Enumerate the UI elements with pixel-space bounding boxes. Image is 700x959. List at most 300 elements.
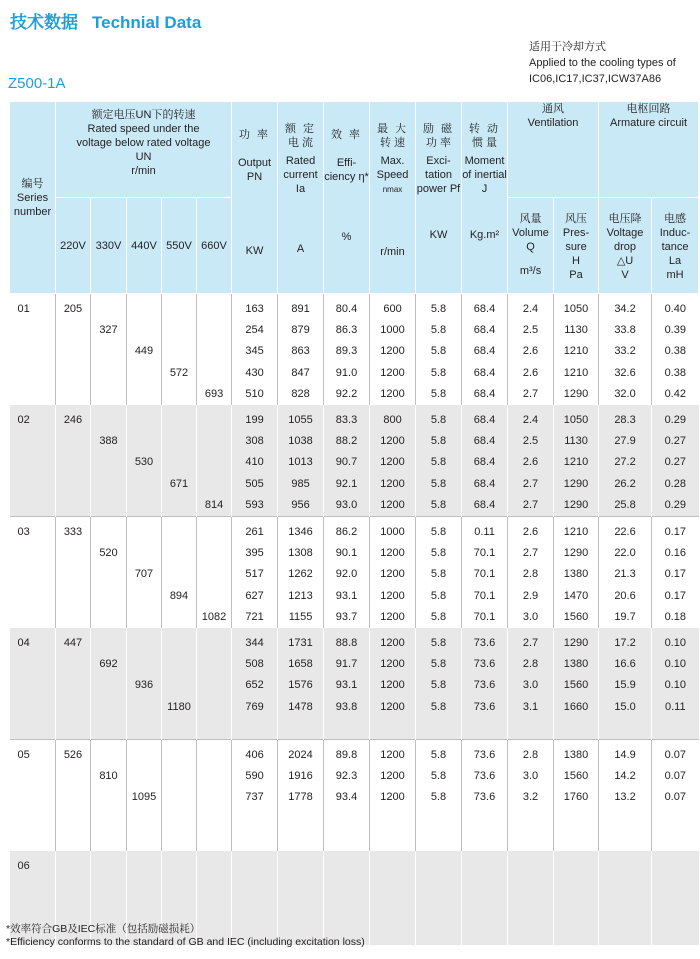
air-pressure-cell	[554, 405, 599, 517]
efficiency-value: 92.1	[335, 477, 358, 490]
air-volume-value: 2.6	[522, 366, 539, 379]
excitation-power-cell	[416, 628, 462, 740]
air-pressure-value: 1290	[563, 498, 589, 511]
max-speed-value: 1200	[380, 345, 405, 358]
rated-current-cell	[278, 740, 324, 852]
air-pressure-value: 1210	[563, 366, 589, 379]
inductance-value: 0.18	[664, 610, 686, 623]
moment-of-inertia-value: 70.1	[473, 589, 496, 602]
moment-of-inertia-cell	[462, 740, 508, 852]
air-volume-value: 3.0	[522, 679, 539, 692]
efficiency-cell	[324, 517, 370, 629]
inductance-value: 0.27	[664, 456, 686, 469]
max-speed-value: 1200	[380, 658, 405, 671]
air-volume-cell	[508, 740, 554, 852]
max-speed-value: 1200	[380, 679, 405, 692]
moment-of-inertia-value: 70.1	[473, 547, 496, 560]
voltage-drop-cell	[599, 740, 652, 852]
excitation-power-cell	[416, 740, 462, 852]
voltage-drop-value: 15.9	[614, 679, 636, 692]
moment-of-inertia-value: 68.4	[473, 366, 496, 379]
rated-speed-value: 333	[63, 526, 83, 538]
header-voltage-drop: 电压降 Voltage drop △U V	[599, 198, 652, 294]
rated-speed-value: 246	[63, 414, 83, 426]
footnotes	[6, 923, 365, 949]
air-volume-value: 2.4	[522, 303, 539, 315]
output-value: 199	[245, 414, 264, 426]
rated-speed-value: 692	[99, 658, 118, 671]
output-cell	[232, 740, 278, 852]
output-value: 344	[245, 637, 264, 649]
inductance-cell	[652, 294, 699, 406]
efficiency-value: 88.2	[335, 435, 358, 448]
inductance-value: 0.27	[664, 435, 686, 448]
rated-speed-cell	[56, 740, 91, 852]
series-number-cell: 06	[10, 851, 56, 945]
excitation-power-value: 5.8	[430, 770, 447, 783]
rated-speed-cell	[91, 628, 127, 740]
cooling-zh: 适用于冷却方式	[529, 41, 606, 53]
excitation-power-value: 5.8	[430, 658, 447, 671]
header-efficiency: 效 率 Effi- ciency η* %	[324, 102, 370, 294]
max-speed-cell	[370, 405, 416, 517]
efficiency-value: 93.7	[335, 610, 358, 623]
rated-current-value: 1731	[288, 637, 313, 649]
series-group-row	[10, 405, 699, 517]
inductance-cell	[652, 517, 699, 629]
excitation-power-value: 5.8	[430, 387, 447, 400]
voltage-drop-value: 16.6	[614, 658, 636, 671]
air-pressure-value: 1130	[564, 324, 588, 337]
efficiency-value: 83.3	[335, 414, 358, 426]
air-volume-value: 2.5	[522, 324, 539, 337]
rated-current-value: 1658	[288, 658, 313, 671]
excitation-power-value: 5.8	[430, 477, 447, 490]
page-title	[10, 8, 201, 33]
air-pressure-cell	[554, 294, 599, 406]
excitation-power-cell	[416, 294, 462, 406]
header-voltage-330v: 330V	[91, 198, 127, 294]
rated-speed-value: 707	[134, 568, 154, 581]
cooling-types-note	[529, 39, 699, 87]
max-speed-value: 1200	[380, 700, 405, 713]
excitation-power-value: 5.8	[430, 637, 447, 649]
rated-speed-cell	[162, 740, 197, 852]
max-speed-cell	[370, 517, 416, 629]
rated-speed-value: 810	[99, 770, 118, 783]
excitation-power-cell	[416, 517, 462, 629]
output-value: 505	[245, 477, 264, 490]
moment-of-inertia-value: 73.6	[473, 637, 496, 649]
efficiency-value: 89.3	[335, 345, 358, 358]
air-pressure-value: 1210	[563, 456, 589, 469]
rated-speed-cell	[127, 405, 162, 517]
air-volume-cell	[508, 405, 554, 517]
voltage-drop-value: 33.2	[614, 345, 636, 358]
voltage-drop-cell	[599, 405, 652, 517]
rated-speed-value: 671	[169, 477, 189, 490]
moment-of-inertia-value: 68.4	[473, 477, 496, 490]
max-speed-cell	[370, 851, 416, 945]
output-value: 590	[245, 770, 264, 783]
max-speed-value: 1200	[380, 498, 405, 511]
excitation-power-value: 5.8	[430, 589, 447, 602]
max-speed-value: 1200	[380, 435, 405, 448]
moment-of-inertia-cell	[462, 294, 508, 406]
air-pressure-cell	[554, 851, 599, 945]
rated-speed-value: 526	[63, 749, 83, 761]
rated-current-value: 956	[291, 498, 310, 511]
rated-speed-cell	[127, 517, 162, 629]
moment-of-inertia-value: 0.11	[474, 526, 495, 538]
air-pressure-value: 1050	[563, 303, 589, 315]
efficiency-cell	[324, 405, 370, 517]
air-volume-cell	[508, 851, 554, 945]
max-speed-value: 1200	[380, 477, 405, 490]
voltage-drop-value: 14.2	[614, 770, 636, 783]
air-volume-value: 3.0	[522, 770, 539, 783]
rated-speed-cell	[56, 628, 91, 740]
rated-speed-value: 894	[169, 589, 189, 602]
excitation-power-value: 5.8	[430, 345, 447, 358]
excitation-power-value: 5.8	[430, 568, 447, 581]
output-value: 769	[245, 700, 264, 713]
inductance-value: 0.07	[664, 770, 686, 783]
series-number-cell: 04	[10, 628, 56, 740]
inductance-value: 0.29	[664, 414, 686, 426]
moment-of-inertia-value: 68.4	[473, 498, 496, 511]
output-value: 721	[245, 610, 264, 623]
inductance-value: 0.07	[664, 791, 686, 804]
voltage-drop-value: 19.7	[614, 610, 636, 623]
rated-speed-value: 1082	[201, 610, 227, 623]
rated-current-value: 1916	[288, 770, 313, 783]
air-volume-value: 2.7	[522, 637, 539, 649]
series-group-row	[10, 740, 699, 852]
air-pressure-value: 1470	[563, 589, 589, 602]
air-pressure-value: 1560	[563, 770, 589, 783]
moment-of-inertia-value: 68.4	[473, 345, 496, 358]
air-pressure-cell	[554, 517, 599, 629]
voltage-drop-cell	[599, 294, 652, 406]
max-speed-value: 1000	[380, 526, 405, 538]
efficiency-cell	[324, 740, 370, 852]
air-volume-cell	[508, 628, 554, 740]
rated-speed-cell	[197, 294, 232, 406]
voltage-drop-value: 15.0	[614, 700, 636, 713]
efficiency-value: 93.0	[335, 498, 358, 511]
efficiency-value: 91.0	[335, 366, 358, 379]
excitation-power-value: 5.8	[430, 700, 447, 713]
efficiency-value: 80.4	[335, 303, 358, 315]
efficiency-value: 93.4	[335, 791, 358, 804]
header-max-speed: 最 大 转 速 Max. Speed nmax r/min	[370, 102, 416, 294]
voltage-drop-value: 33.8	[614, 324, 636, 337]
rated-speed-value: 520	[99, 547, 118, 560]
inductance-value: 0.17	[664, 589, 686, 602]
air-volume-value: 2.8	[522, 568, 539, 581]
efficiency-value: 90.1	[335, 547, 358, 560]
rated-speed-cell	[197, 740, 232, 852]
efficiency-value: 91.7	[335, 658, 358, 671]
technical-data-table	[9, 101, 699, 945]
header-ventilation: 通风 Ventilation	[508, 102, 599, 198]
voltage-drop-value: 17.2	[614, 637, 636, 649]
rated-current-value: 1055	[288, 414, 313, 426]
footnote-zh: *效率符合GB及IEC标准（包括励磁损耗）	[6, 923, 201, 935]
rated-speed-cell	[127, 294, 162, 406]
moment-of-inertia-cell	[462, 851, 508, 945]
series-number-cell: 01	[10, 294, 56, 406]
rated-current-value: 985	[291, 477, 310, 490]
voltage-drop-value: 32.6	[614, 366, 636, 379]
rated-speed-cell	[91, 405, 127, 517]
air-pressure-value: 1290	[563, 547, 589, 560]
output-value: 508	[245, 658, 264, 671]
air-volume-value: 2.6	[522, 345, 539, 358]
output-value: 163	[245, 303, 264, 315]
voltage-drop-value: 21.3	[614, 568, 636, 581]
rated-current-value: 1262	[288, 568, 313, 581]
moment-of-inertia-cell	[462, 405, 508, 517]
air-pressure-value: 1130	[564, 435, 588, 448]
max-speed-value: 1000	[380, 324, 405, 337]
rated-current-value: 847	[291, 366, 310, 379]
excitation-power-value: 5.8	[430, 610, 447, 623]
header-moment-of-inertia: 转 动 惯 量 Moment of inertial J Kg.m²	[462, 102, 508, 294]
air-pressure-value: 1050	[563, 414, 589, 426]
max-speed-value: 1200	[380, 589, 405, 602]
rated-current-value: 1038	[288, 435, 313, 448]
efficiency-value: 89.8	[335, 749, 358, 761]
model-number: Z500-1A	[8, 75, 66, 92]
inductance-value: 0.28	[664, 477, 686, 490]
header-rated-speed: 额定电压UN下的转速 Rated speed under the voltage below rated voltage UN r/min	[56, 102, 232, 198]
inductance-value: 0.10	[664, 658, 686, 671]
efficiency-value: 93.1	[335, 589, 358, 602]
inductance-value: 0.16	[664, 547, 686, 560]
air-pressure-value: 1760	[563, 791, 589, 804]
rated-speed-cell	[127, 740, 162, 852]
header-series-number: 编号 Series number	[10, 102, 56, 294]
rated-current-value: 1213	[288, 589, 313, 602]
excitation-power-value: 5.8	[430, 366, 447, 379]
title-en: Technial Data	[92, 13, 202, 32]
max-speed-cell	[370, 294, 416, 406]
max-speed-value: 1200	[380, 456, 405, 469]
voltage-drop-value: 14.9	[614, 749, 636, 761]
inductance-value: 0.40	[664, 303, 686, 315]
rated-speed-value: 449	[134, 345, 154, 358]
inductance-value: 0.38	[664, 366, 686, 379]
air-pressure-value: 1560	[563, 610, 589, 623]
air-pressure-value: 1210	[563, 526, 589, 538]
voltage-drop-value: 22.0	[614, 547, 636, 560]
rated-current-value: 2024	[288, 749, 313, 761]
max-speed-value: 1200	[380, 749, 405, 761]
output-value: 737	[245, 791, 264, 804]
air-volume-cell	[508, 294, 554, 406]
rated-current-value: 1576	[288, 679, 313, 692]
air-volume-value: 2.7	[522, 477, 539, 490]
max-speed-value: 1200	[380, 547, 405, 560]
air-pressure-value: 1660	[563, 700, 589, 713]
excitation-power-cell	[416, 405, 462, 517]
air-volume-value: 2.6	[522, 456, 539, 469]
air-volume-value: 2.5	[522, 435, 539, 448]
air-pressure-value: 1380	[563, 658, 589, 671]
header-inductance: 电感 Induc- tance La mH	[652, 198, 699, 294]
efficiency-value: 93.8	[335, 700, 358, 713]
output-value: 652	[245, 679, 264, 692]
header-air-volume: 风量 Volume Q m³/s	[508, 198, 554, 294]
cooling-en-line1: Applied to the cooling types of	[529, 57, 676, 69]
voltage-drop-cell	[599, 851, 652, 945]
air-pressure-value: 1290	[563, 387, 589, 400]
rated-speed-value: 388	[99, 435, 118, 448]
moment-of-inertia-value: 68.4	[473, 387, 496, 400]
moment-of-inertia-value: 73.6	[473, 700, 496, 713]
excitation-power-value: 5.8	[430, 324, 447, 337]
air-pressure-value: 1380	[563, 568, 589, 581]
excitation-power-cell	[416, 851, 462, 945]
air-volume-value: 2.7	[522, 547, 539, 560]
header-air-pressure: 风压 Pres- sure H Pa	[554, 198, 599, 294]
efficiency-value: 92.0	[335, 568, 358, 581]
inductance-cell	[652, 851, 699, 945]
rated-speed-value: 572	[169, 366, 189, 379]
cooling-en-line2: IC06,IC17,IC37,ICW37A86	[529, 73, 662, 85]
air-volume-value: 2.8	[522, 749, 539, 761]
output-value: 627	[245, 589, 264, 602]
air-pressure-value: 1380	[563, 749, 589, 761]
voltage-drop-value: 27.2	[614, 456, 636, 469]
air-volume-value: 2.6	[522, 526, 539, 538]
inductance-value: 0.42	[664, 387, 686, 400]
voltage-drop-cell	[599, 517, 652, 629]
output-cell	[232, 628, 278, 740]
rated-current-cell	[278, 628, 324, 740]
series-group-row	[10, 294, 699, 406]
voltage-drop-value: 28.3	[614, 414, 636, 426]
rated-current-value: 828	[291, 387, 310, 400]
rated-speed-cell	[91, 294, 127, 406]
rated-speed-cell	[162, 517, 197, 629]
air-volume-value: 2.4	[522, 414, 539, 426]
rated-current-value: 891	[291, 303, 310, 315]
inductance-cell	[652, 405, 699, 517]
rated-current-value: 1778	[288, 791, 313, 804]
rated-current-value: 1346	[288, 526, 313, 538]
inductance-value: 0.10	[664, 637, 686, 649]
max-speed-value: 800	[383, 414, 402, 426]
moment-of-inertia-value: 68.4	[473, 435, 496, 448]
header-excitation-power: 励 磁 功 率 Exci- tation power Pf KW	[416, 102, 462, 294]
excitation-power-value: 5.8	[430, 435, 447, 448]
rated-current-value: 1155	[288, 610, 313, 623]
output-value: 410	[245, 456, 264, 469]
air-volume-value: 2.9	[522, 589, 539, 602]
rated-speed-value: 1180	[167, 700, 191, 713]
voltage-drop-value: 26.2	[614, 477, 636, 490]
inductance-value: 0.38	[664, 345, 686, 358]
output-value: 345	[245, 345, 264, 358]
air-volume-value: 3.2	[522, 791, 539, 804]
voltage-drop-value: 25.8	[614, 498, 636, 511]
rated-current-value: 863	[291, 345, 310, 358]
header-voltage-220v: 220V	[56, 198, 91, 294]
max-speed-value: 1200	[380, 366, 405, 379]
rated-speed-value: 814	[204, 498, 224, 511]
rated-speed-value: 530	[134, 456, 154, 469]
moment-of-inertia-value: 68.4	[473, 303, 496, 315]
voltage-drop-value: 34.2	[614, 303, 636, 315]
series-number-cell: 05	[10, 740, 56, 852]
max-speed-cell	[370, 628, 416, 740]
rated-speed-value: 936	[134, 679, 154, 692]
rated-current-cell	[278, 517, 324, 629]
output-value: 510	[245, 387, 264, 400]
moment-of-inertia-cell	[462, 517, 508, 629]
max-speed-value: 1200	[380, 568, 405, 581]
air-pressure-value: 1290	[563, 637, 589, 649]
air-volume-value: 3.1	[522, 700, 539, 713]
efficiency-cell	[324, 628, 370, 740]
rated-speed-value: 327	[99, 324, 118, 337]
series-group-row	[10, 517, 699, 629]
title-zh: 技术数据	[10, 13, 78, 32]
air-pressure-value: 1290	[563, 477, 589, 490]
rated-speed-cell	[56, 405, 91, 517]
air-volume-cell	[508, 517, 554, 629]
air-volume-value: 2.8	[522, 658, 539, 671]
output-value: 308	[245, 435, 264, 448]
moment-of-inertia-value: 73.6	[473, 749, 496, 761]
excitation-power-value: 5.8	[430, 303, 447, 315]
excitation-power-value: 5.8	[430, 547, 447, 560]
air-pressure-cell	[554, 628, 599, 740]
output-value: 517	[245, 568, 264, 581]
series-number-cell: 02	[10, 405, 56, 517]
efficiency-value: 88.8	[335, 637, 358, 649]
footnote-en: *Efficiency conforms to the standard of GB and IEC (including excitation loss)	[6, 936, 365, 948]
excitation-power-value: 5.8	[430, 679, 447, 692]
inductance-cell	[652, 628, 699, 740]
header-voltage-550v: 550V	[162, 198, 197, 294]
rated-current-value: 1013	[288, 456, 313, 469]
series-group-row	[10, 628, 699, 740]
voltage-drop-value: 13.2	[614, 791, 636, 804]
inductance-value: 0.11	[664, 700, 686, 713]
rated-speed-cell	[127, 628, 162, 740]
voltage-drop-value: 32.0	[614, 387, 636, 400]
header-output: 功 率 Output PN KW	[232, 102, 278, 294]
output-cell	[232, 517, 278, 629]
rated-speed-cell	[197, 405, 232, 517]
rated-speed-value: 1095	[131, 791, 157, 804]
excitation-power-value: 5.8	[430, 526, 447, 538]
rated-speed-cell	[91, 517, 127, 629]
inductance-cell	[652, 740, 699, 852]
rated-speed-cell	[56, 517, 91, 629]
excitation-power-value: 5.8	[430, 791, 447, 804]
excitation-power-value: 5.8	[430, 749, 447, 761]
rated-speed-cell	[162, 294, 197, 406]
rated-speed-value: 693	[204, 387, 224, 400]
inductance-value: 0.17	[664, 568, 686, 581]
efficiency-value: 90.7	[335, 456, 358, 469]
moment-of-inertia-value: 68.4	[473, 414, 496, 426]
